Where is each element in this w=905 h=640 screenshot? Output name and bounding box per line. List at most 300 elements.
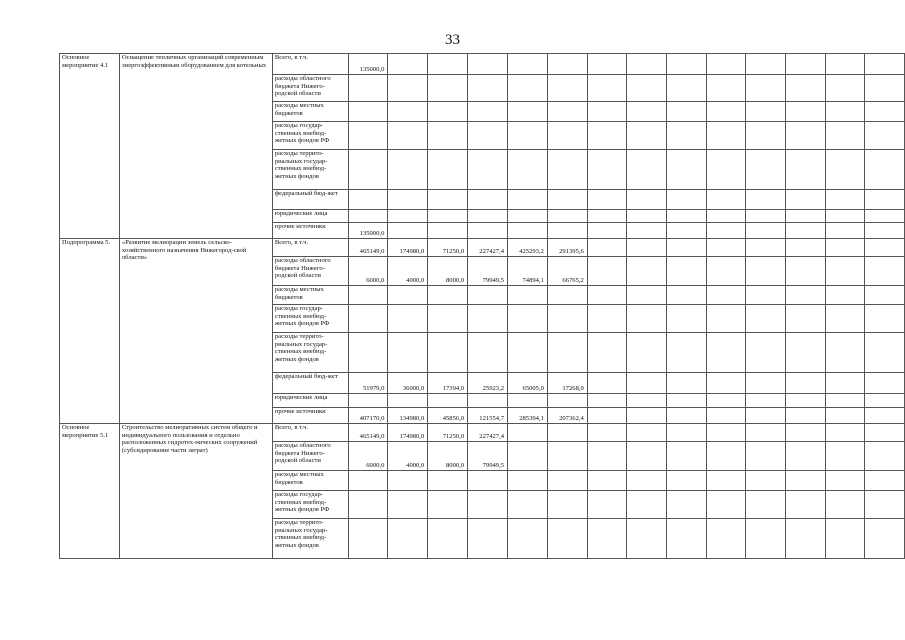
amount-cell — [587, 305, 627, 333]
amount-cell — [706, 424, 746, 442]
amount-cell — [627, 239, 667, 257]
amount-cell — [348, 102, 388, 122]
amount-cell — [508, 519, 548, 559]
amount-cell — [785, 223, 825, 239]
amount-cell — [706, 210, 746, 223]
amount-cell — [468, 223, 508, 239]
funding-source: Всего, в т.ч. — [272, 54, 348, 75]
amount-cell — [825, 75, 865, 102]
amount-cell — [627, 491, 667, 519]
amount-cell — [468, 122, 508, 150]
amount-cell: 121554,7 — [468, 408, 508, 424]
amount-cell — [388, 305, 428, 333]
amount-cell — [785, 122, 825, 150]
amount-cell — [547, 442, 587, 471]
amount-cell — [547, 491, 587, 519]
amount-cell: 174980,0 — [388, 424, 428, 442]
amount-cell — [746, 424, 786, 442]
amount-cell: 4000,0 — [388, 257, 428, 286]
amount-cell — [667, 190, 707, 210]
amount-cell — [825, 305, 865, 333]
funding-source: федеральный бюд-жет — [272, 373, 348, 394]
amount-cell — [468, 491, 508, 519]
funding-source: Всего, в т.ч. — [272, 239, 348, 257]
amount-cell — [865, 305, 905, 333]
amount-cell — [388, 54, 428, 75]
funding-source: расходы государ-ственных внебюд-жетных фондов РФ — [272, 491, 348, 519]
amount-cell — [825, 519, 865, 559]
amount-cell: 74894,1 — [508, 257, 548, 286]
amount-cell — [428, 190, 468, 210]
amount-cell — [785, 471, 825, 491]
amount-cell — [706, 75, 746, 102]
amount-cell — [706, 491, 746, 519]
amount-cell — [428, 491, 468, 519]
amount-cell — [468, 102, 508, 122]
funding-source: прочие источники — [272, 408, 348, 424]
amount-cell — [667, 408, 707, 424]
amount-cell — [865, 471, 905, 491]
amount-cell — [706, 394, 746, 408]
amount-cell — [547, 210, 587, 223]
amount-cell: 17394,0 — [428, 373, 468, 394]
amount-cell — [746, 286, 786, 305]
amount-cell — [428, 150, 468, 190]
amount-cell — [785, 408, 825, 424]
amount-cell — [547, 519, 587, 559]
funding-source: расходы террито-риальных государ-ственных внебюд-жетных фондов — [272, 519, 348, 559]
amount-cell — [865, 150, 905, 190]
section-code: Основное мероприятие 4.1 — [60, 54, 120, 239]
amount-cell — [508, 102, 548, 122]
amount-cell — [348, 305, 388, 333]
amount-cell — [428, 305, 468, 333]
amount-cell — [667, 102, 707, 122]
amount-cell — [825, 491, 865, 519]
amount-cell — [428, 286, 468, 305]
amount-cell — [785, 54, 825, 75]
amount-cell — [348, 210, 388, 223]
amount-cell: 4000,0 — [388, 442, 428, 471]
amount-cell — [508, 442, 548, 471]
amount-cell — [627, 122, 667, 150]
amount-cell — [825, 286, 865, 305]
amount-cell — [587, 471, 627, 491]
amount-cell — [627, 210, 667, 223]
amount-cell — [865, 239, 905, 257]
amount-cell: 8000,0 — [428, 257, 468, 286]
amount-cell — [468, 471, 508, 491]
amount-cell — [627, 150, 667, 190]
amount-cell — [785, 102, 825, 122]
amount-cell — [508, 471, 548, 491]
amount-cell — [627, 190, 667, 210]
amount-cell: 174980,0 — [388, 239, 428, 257]
amount-cell — [746, 150, 786, 190]
amount-cell — [587, 373, 627, 394]
amount-cell — [508, 210, 548, 223]
funding-source: юридические лица — [272, 394, 348, 408]
table-row — [60, 54, 905, 75]
amount-cell — [627, 54, 667, 75]
amount-cell — [388, 394, 428, 408]
amount-cell — [746, 333, 786, 373]
amount-cell — [547, 122, 587, 150]
amount-cell — [508, 223, 548, 239]
amount-cell — [388, 333, 428, 373]
amount-cell: 407170,0 — [348, 408, 388, 424]
amount-cell — [865, 54, 905, 75]
amount-cell — [428, 519, 468, 559]
amount-cell: 134980,0 — [388, 408, 428, 424]
amount-cell — [587, 442, 627, 471]
amount-cell — [627, 305, 667, 333]
amount-cell — [468, 54, 508, 75]
amount-cell — [667, 239, 707, 257]
table-row — [60, 239, 905, 257]
amount-cell — [627, 408, 667, 424]
amount-cell — [627, 102, 667, 122]
amount-cell — [388, 286, 428, 305]
amount-cell — [587, 223, 627, 239]
amount-cell — [547, 286, 587, 305]
amount-cell — [388, 491, 428, 519]
amount-cell: 6000,0 — [348, 257, 388, 286]
amount-cell — [388, 102, 428, 122]
amount-cell — [508, 491, 548, 519]
amount-cell — [428, 471, 468, 491]
amount-cell — [428, 122, 468, 150]
amount-cell — [825, 122, 865, 150]
funding-source: расходы областного бюджета Нижего-родской области — [272, 442, 348, 471]
amount-cell — [428, 394, 468, 408]
amount-cell — [785, 257, 825, 286]
amount-cell: 36000,0 — [388, 373, 428, 394]
budget-table — [59, 53, 905, 559]
amount-cell — [706, 408, 746, 424]
amount-cell — [706, 102, 746, 122]
amount-cell — [508, 424, 548, 442]
amount-cell — [348, 491, 388, 519]
amount-cell — [706, 305, 746, 333]
amount-cell — [746, 442, 786, 471]
amount-cell — [547, 223, 587, 239]
amount-cell — [865, 75, 905, 102]
amount-cell — [706, 54, 746, 75]
section-code: Основное мероприятие 5.1 — [60, 424, 120, 559]
amount-cell: 45856,0 — [428, 408, 468, 424]
amount-cell — [627, 286, 667, 305]
amount-cell: 135000,0 — [348, 54, 388, 75]
amount-cell: 227427,4 — [468, 424, 508, 442]
amount-cell — [825, 239, 865, 257]
amount-cell — [587, 286, 627, 305]
amount-cell: 66765,2 — [547, 257, 587, 286]
amount-cell — [508, 305, 548, 333]
amount-cell — [388, 223, 428, 239]
amount-cell: 285394,1 — [508, 408, 548, 424]
amount-cell — [348, 471, 388, 491]
amount-cell — [587, 75, 627, 102]
amount-cell — [627, 471, 667, 491]
amount-cell — [547, 394, 587, 408]
amount-cell — [388, 471, 428, 491]
amount-cell — [547, 190, 587, 210]
amount-cell — [627, 333, 667, 373]
amount-cell — [587, 333, 627, 373]
amount-cell — [746, 519, 786, 559]
amount-cell — [388, 75, 428, 102]
amount-cell — [388, 190, 428, 210]
funding-source: расходы областного бюджета Нижего-родской области — [272, 75, 348, 102]
amount-cell — [547, 150, 587, 190]
amount-cell — [706, 150, 746, 190]
funding-source: расходы местных бюджетов — [272, 471, 348, 491]
amount-cell — [667, 442, 707, 471]
amount-cell — [825, 333, 865, 373]
amount-cell — [667, 54, 707, 75]
amount-cell: 71250,0 — [428, 424, 468, 442]
amount-cell — [587, 122, 627, 150]
amount-cell — [587, 394, 627, 408]
amount-cell — [865, 102, 905, 122]
amount-cell — [667, 491, 707, 519]
amount-cell — [508, 75, 548, 102]
amount-cell — [746, 257, 786, 286]
amount-cell — [348, 519, 388, 559]
amount-cell — [746, 122, 786, 150]
amount-cell — [547, 102, 587, 122]
amount-cell — [468, 190, 508, 210]
funding-source: расходы местных бюджетов — [272, 286, 348, 305]
amount-cell: 6000,0 — [348, 442, 388, 471]
amount-cell: 25923,2 — [468, 373, 508, 394]
amount-cell — [825, 442, 865, 471]
amount-cell — [746, 54, 786, 75]
page-number: 33 — [445, 32, 460, 48]
amount-cell: 79949,5 — [468, 257, 508, 286]
amount-cell — [468, 394, 508, 408]
amount-cell — [865, 408, 905, 424]
amount-cell — [825, 223, 865, 239]
amount-cell: 227427,4 — [468, 239, 508, 257]
amount-cell — [825, 394, 865, 408]
amount-cell — [667, 210, 707, 223]
amount-cell: 291395,6 — [547, 239, 587, 257]
amount-cell — [706, 257, 746, 286]
amount-cell — [388, 210, 428, 223]
amount-cell — [706, 122, 746, 150]
amount-cell — [388, 519, 428, 559]
amount-cell — [428, 223, 468, 239]
amount-cell — [865, 122, 905, 150]
amount-cell — [587, 257, 627, 286]
amount-cell — [667, 257, 707, 286]
amount-cell — [587, 424, 627, 442]
amount-cell — [667, 223, 707, 239]
amount-cell — [627, 75, 667, 102]
amount-cell: 425293,2 — [508, 239, 548, 257]
funding-source: расходы областного бюджета Нижего-родской области — [272, 257, 348, 286]
amount-cell — [785, 75, 825, 102]
amount-cell — [587, 239, 627, 257]
amount-cell — [746, 471, 786, 491]
amount-cell — [785, 442, 825, 471]
amount-cell — [825, 424, 865, 442]
amount-cell — [468, 305, 508, 333]
amount-cell — [706, 223, 746, 239]
amount-cell — [785, 210, 825, 223]
amount-cell — [746, 305, 786, 333]
amount-cell — [746, 408, 786, 424]
funding-source: расходы местных бюджетов — [272, 102, 348, 122]
amount-cell — [667, 333, 707, 373]
amount-cell — [667, 394, 707, 408]
amount-cell — [388, 122, 428, 150]
amount-cell — [508, 150, 548, 190]
amount-cell — [706, 519, 746, 559]
amount-cell: 135000,0 — [348, 223, 388, 239]
amount-cell — [348, 286, 388, 305]
amount-cell — [706, 442, 746, 471]
funding-source: прочие источники — [272, 223, 348, 239]
funding-source: расходы террито-риальных государ-ственных внебюд-жетных фондов — [272, 333, 348, 373]
amount-cell — [825, 408, 865, 424]
table-body — [60, 54, 905, 559]
amount-cell — [547, 424, 587, 442]
amount-cell — [428, 333, 468, 373]
amount-cell: 79949,5 — [468, 442, 508, 471]
amount-cell — [785, 394, 825, 408]
amount-cell — [825, 373, 865, 394]
amount-cell — [865, 333, 905, 373]
amount-cell: 17268,0 — [547, 373, 587, 394]
amount-cell — [865, 373, 905, 394]
funding-source: Всего, в т.ч. — [272, 424, 348, 442]
amount-cell — [508, 333, 548, 373]
amount-cell — [667, 519, 707, 559]
section-name: Оснащение тепличных организаций современным энергоэффективным оборудованием для котельных — [119, 54, 272, 239]
amount-cell — [428, 102, 468, 122]
amount-cell — [667, 286, 707, 305]
amount-cell — [706, 190, 746, 210]
amount-cell — [746, 394, 786, 408]
amount-cell — [587, 54, 627, 75]
amount-cell — [587, 408, 627, 424]
amount-cell — [865, 424, 905, 442]
amount-cell — [706, 373, 746, 394]
amount-cell — [468, 333, 508, 373]
amount-cell — [825, 471, 865, 491]
amount-cell — [825, 210, 865, 223]
amount-cell — [746, 190, 786, 210]
amount-cell: 465149,0 — [348, 424, 388, 442]
amount-cell — [865, 190, 905, 210]
amount-cell — [785, 491, 825, 519]
amount-cell — [746, 223, 786, 239]
funding-source: юридические лица — [272, 210, 348, 223]
amount-cell — [785, 239, 825, 257]
amount-cell — [785, 424, 825, 442]
amount-cell: 71250,0 — [428, 239, 468, 257]
amount-cell — [785, 373, 825, 394]
amount-cell — [706, 471, 746, 491]
amount-cell — [785, 150, 825, 190]
amount-cell — [746, 491, 786, 519]
amount-cell — [785, 190, 825, 210]
amount-cell — [547, 75, 587, 102]
funding-source: федеральный бюд-жет — [272, 190, 348, 210]
amount-cell — [508, 54, 548, 75]
amount-cell — [428, 210, 468, 223]
amount-cell — [428, 75, 468, 102]
amount-cell — [547, 333, 587, 373]
amount-cell — [746, 239, 786, 257]
amount-cell — [865, 442, 905, 471]
amount-cell — [825, 257, 865, 286]
amount-cell — [547, 54, 587, 75]
amount-cell — [785, 305, 825, 333]
amount-cell — [508, 122, 548, 150]
amount-cell — [587, 150, 627, 190]
amount-cell — [667, 373, 707, 394]
section-code: Подпрограмма 5. — [60, 239, 120, 424]
amount-cell — [825, 190, 865, 210]
amount-cell — [667, 122, 707, 150]
amount-cell — [587, 190, 627, 210]
amount-cell — [587, 102, 627, 122]
amount-cell — [587, 491, 627, 519]
funding-source: расходы государ-ственных внебюд-жетных фондов РФ — [272, 122, 348, 150]
amount-cell — [468, 150, 508, 190]
amount-cell — [865, 491, 905, 519]
amount-cell — [348, 394, 388, 408]
amount-cell — [746, 373, 786, 394]
amount-cell — [667, 150, 707, 190]
amount-cell — [706, 286, 746, 305]
funding-source: расходы государ-ственных внебюд-жетных фондов РФ — [272, 305, 348, 333]
amount-cell — [547, 471, 587, 491]
amount-cell — [627, 257, 667, 286]
amount-cell — [627, 442, 667, 471]
amount-cell — [825, 150, 865, 190]
amount-cell — [468, 75, 508, 102]
amount-cell — [785, 286, 825, 305]
amount-cell: 51979,0 — [348, 373, 388, 394]
amount-cell — [627, 394, 667, 408]
amount-cell — [508, 190, 548, 210]
amount-cell — [865, 519, 905, 559]
amount-cell — [825, 102, 865, 122]
amount-cell — [508, 286, 548, 305]
amount-cell — [746, 210, 786, 223]
amount-cell — [865, 210, 905, 223]
funding-source: расходы террито-риальных государ-ственных внебюд-жетных фондов — [272, 150, 348, 190]
amount-cell — [547, 305, 587, 333]
amount-cell — [627, 519, 667, 559]
amount-cell — [468, 210, 508, 223]
amount-cell — [865, 257, 905, 286]
amount-cell — [865, 223, 905, 239]
amount-cell — [388, 150, 428, 190]
amount-cell — [785, 519, 825, 559]
amount-cell — [348, 333, 388, 373]
amount-cell — [746, 75, 786, 102]
amount-cell: 465149,0 — [348, 239, 388, 257]
section-name: «Развитие мелиорации земель сельско-хозяйственного назначения Нижегород-ской области» — [119, 239, 272, 424]
amount-cell — [587, 519, 627, 559]
amount-cell — [627, 424, 667, 442]
